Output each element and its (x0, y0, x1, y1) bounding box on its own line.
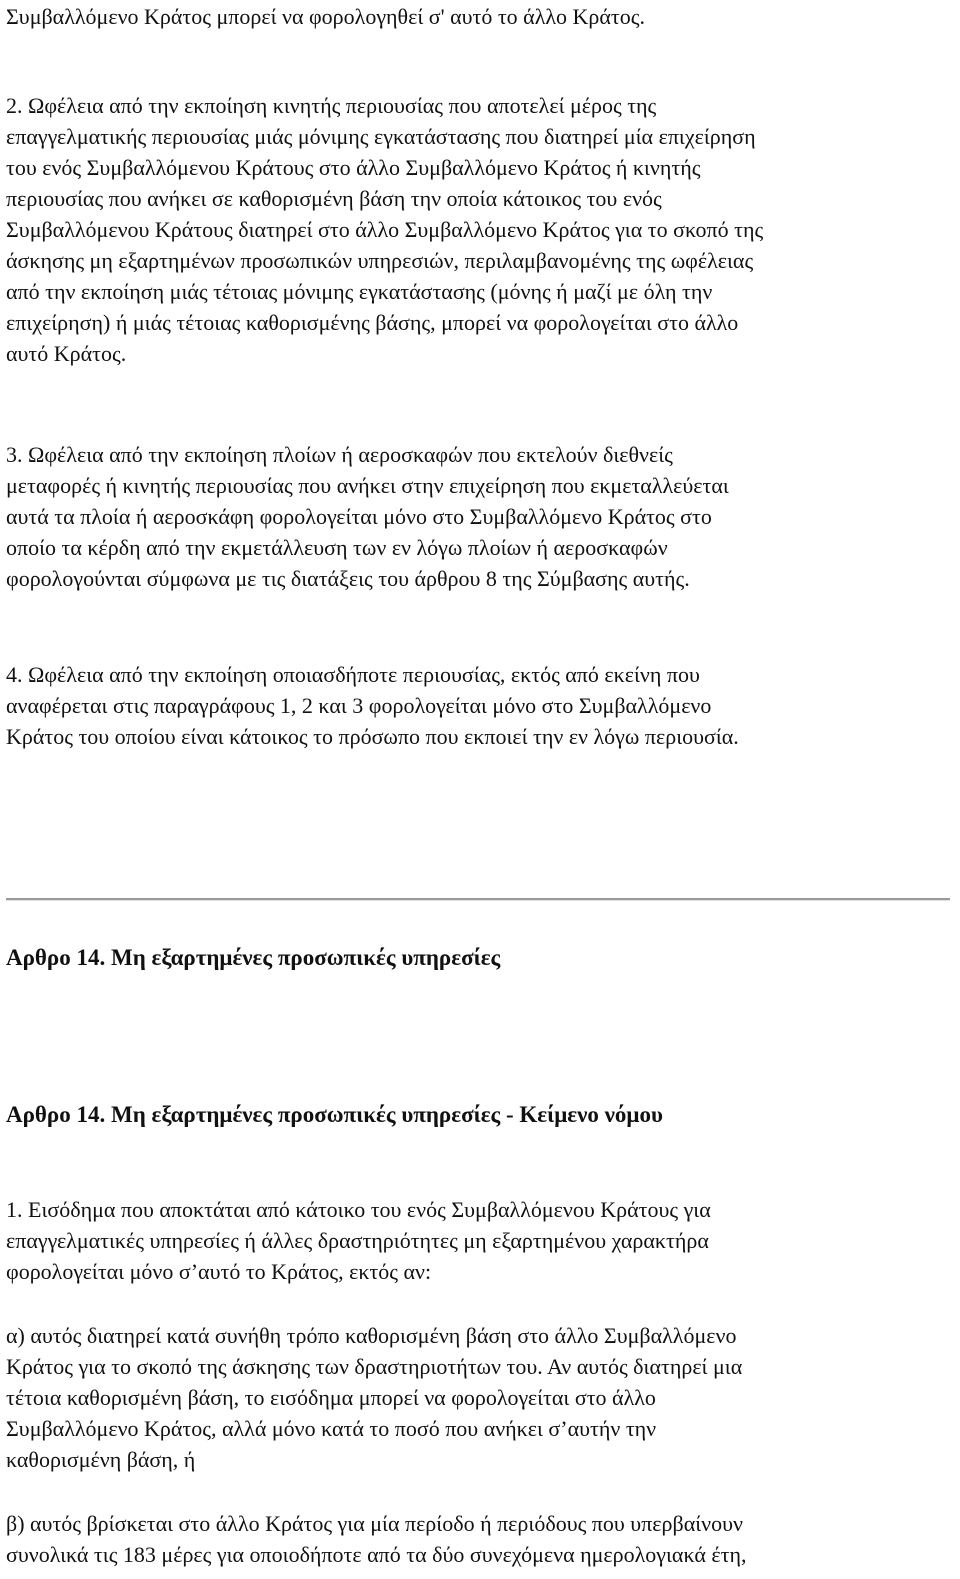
text-line: 2. Ωφέλεια από την εκποίηση κινητής περιουσίας που αποτελεί μέρος της (6, 93, 657, 118)
text-line: επαγγελματικής περιουσίας μιάς μόνιμης εγκατάστασης που διατηρεί μία επιχείρηση (6, 124, 756, 149)
text-line: α) αυτός διατηρεί κατά συνήθη τρόπο καθορισμένη βάση στο άλλο Συμβαλλόμενο (6, 1323, 737, 1348)
text-line: 3. Ωφέλεια από την εκποίηση πλοίων ή αεροσκαφών που εκτελούν διεθνείς (6, 442, 673, 467)
text-line: από την εκποίηση μιάς τέτοιας μόνιμης εγκατάστασης (μόνης ή μαζί με όλη την (6, 279, 713, 304)
text-line: του ενός Συμβαλλόμενου Κράτους στο άλλο Συμβαλλόμενο Κράτος ή κινητής (6, 155, 701, 180)
text-line: μεταφορές ή κινητής περιουσίας που ανήκει στην επιχείρηση που εκμεταλλεύεται (6, 473, 729, 498)
paragraph-3 (6, 439, 946, 594)
text-line: φορολογούνται σύμφωνα με τις διατάξεις του άρθρου 8 της Σύμβασης αυτής. (6, 566, 690, 591)
horizontal-divider (6, 898, 950, 901)
article-law-text-heading: Αρθρο 14. Μη εξαρτημένες προσωπικές υπηρεσίες - Κείμενο νόμου (6, 1102, 663, 1127)
clause-b (6, 1508, 946, 1570)
text-line: τέτοια καθορισμένη βάση, το εισόδημα μπορεί να φορολογείται στο άλλο (6, 1385, 656, 1410)
text-line: περιουσίας που ανήκει σε καθορισμένη βάση την οποία κάτοικος του ενός (6, 186, 662, 211)
article-heading: Αρθρο 14. Μη εξαρτημένες προσωπικές υπηρεσίες (6, 945, 501, 970)
intro-paragraph (6, 1, 946, 32)
text-line: συνολικά τις 183 μέρες για οποιοδήποτε από τα δύο συνεχόμενα ημερολογιακά έτη, (6, 1542, 747, 1567)
text-line: αυτά τα πλοία ή αεροσκάφη φορολογείται μόνο στο Συμβαλλόμενο Κράτος στο (6, 504, 712, 529)
paragraph-2 (6, 90, 946, 369)
text-line: 4. Ωφέλεια από την εκποίηση οποιασδήποτε περιουσίας, εκτός από εκείνη που (6, 662, 700, 687)
text-line: αναφέρεται στις παραγράφους 1, 2 και 3 φορολογείται μόνο στο Συμβαλλόμενο (6, 693, 712, 718)
paragraph-4 (6, 659, 946, 752)
text-line: άσκησης μη εξαρτημένων προσωπικών υπηρεσιών, περιλαμβανομένης της ωφέλειας (6, 248, 754, 273)
text-line: οποίο τα κέρδη από την εκμετάλλευση των εν λόγω πλοίων ή αεροσκαφών (6, 535, 668, 560)
text-line: 1. Εισόδημα που αποκτάται από κάτοικο του ενός Συμβαλλόμενου Κράτους για (6, 1197, 711, 1222)
text-line: καθορισμένη βάση, ή (6, 1447, 196, 1472)
text-line: Συμβαλλόμενο Κράτος, αλλά μόνο κατά το ποσό που ανήκει σ’αυτήν την (6, 1416, 657, 1441)
text-line: Συμβαλλόμενο Κράτος μπορεί να φορολογηθεί σ' αυτό το άλλο Κράτος. (6, 4, 645, 29)
text-line: β) αυτός βρίσκεται στο άλλο Κράτος για μία περίοδο ή περιόδους που υπερβαίνουν (6, 1511, 743, 1536)
text-line: φορολογείται μόνο σ’αυτό το Κράτος, εκτός αν: (6, 1259, 432, 1284)
text-line: αυτό Κράτος. (6, 341, 127, 366)
clause-a (6, 1320, 946, 1475)
text-line: επαγγελματικές υπηρεσίες ή άλλες δραστηριότητες μη εξαρτημένου χαρακτήρα (6, 1228, 709, 1253)
text-line: Κράτος για το σκοπό της άσκησης των δραστηριοτήτων του. Αν αυτός διατηρεί μια (6, 1354, 743, 1379)
text-line: Συμβαλλόμενου Κράτους διατηρεί στο άλλο Συμβαλλόμενο Κράτος για το σκοπό της (6, 217, 764, 242)
text-line: επιχείρηση) ή μιάς τέτοιας καθορισμένης βάσης, μπορεί να φορολογείται στο άλλο (6, 310, 739, 335)
paragraph-1-income (6, 1194, 946, 1287)
text-line: Κράτος του οποίου είναι κάτοικος το πρόσωπο που εκποιεί την εν λόγω περιουσία. (6, 724, 739, 749)
